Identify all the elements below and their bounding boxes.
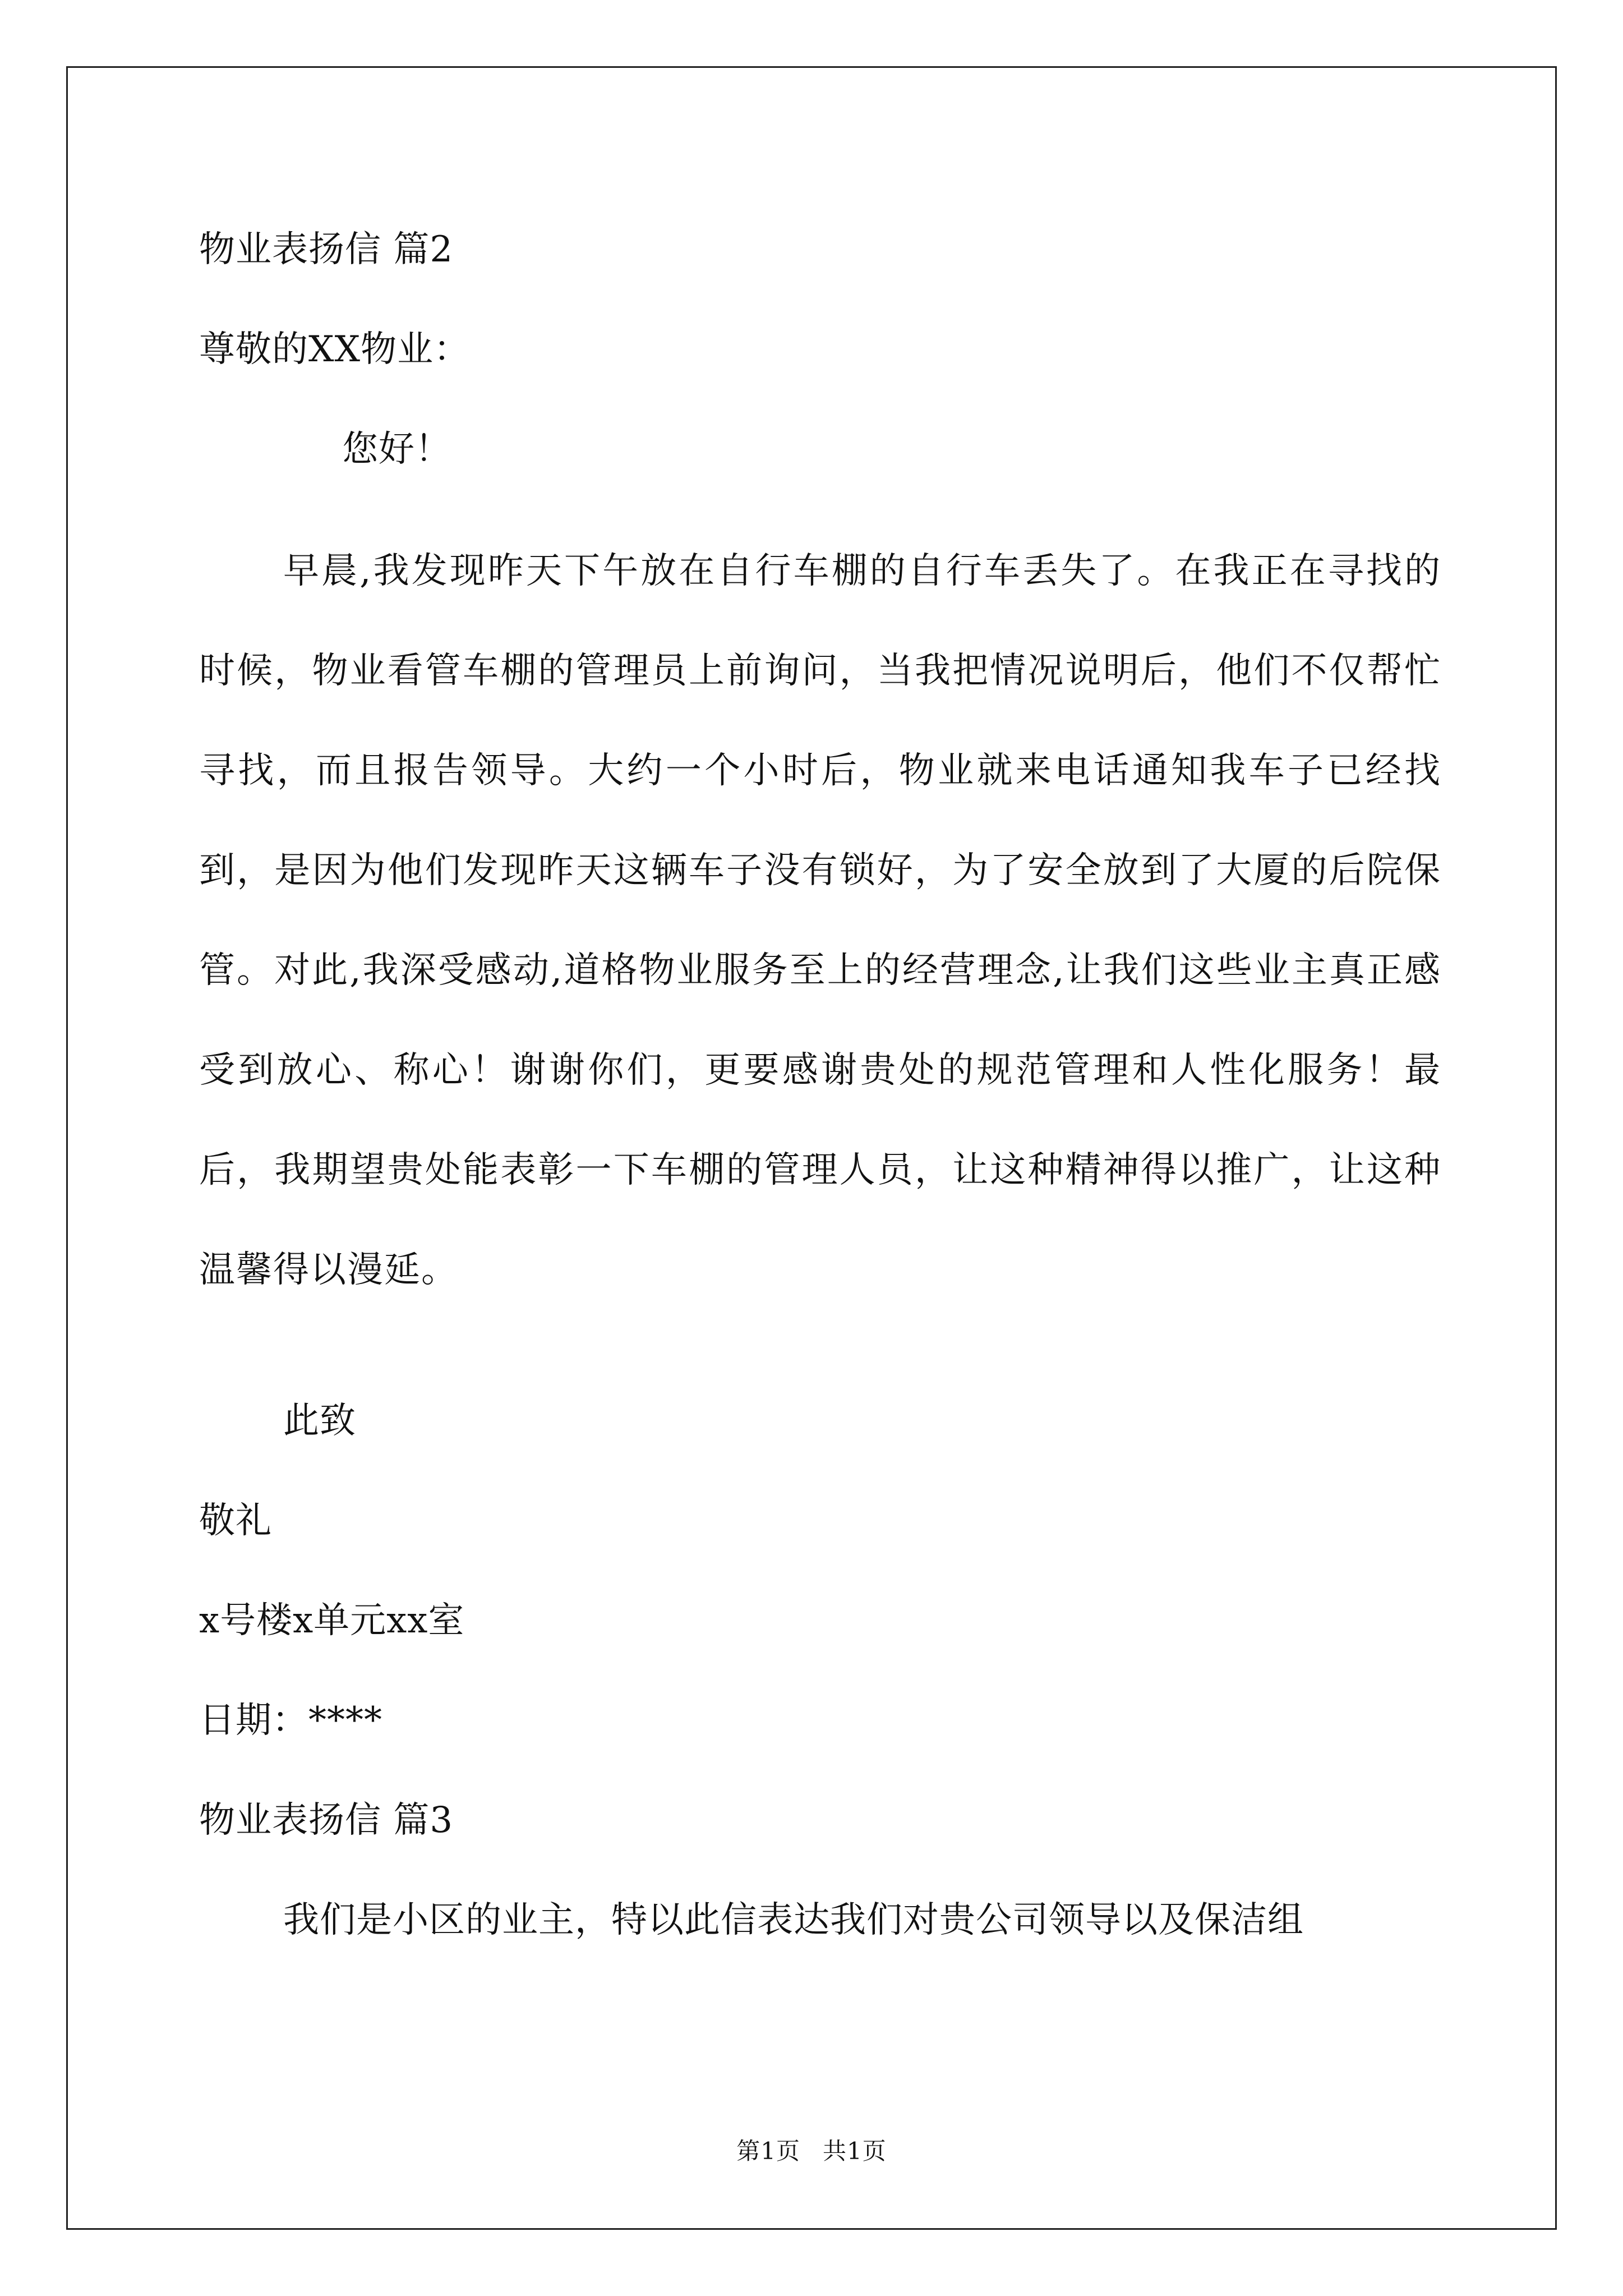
total-pages: 共1页 [823,2137,887,2165]
letter-body-paragraph: 早晨,我发现昨天下午放在自行车棚的自行车丢失了。在我正在寻找的时候，物业看管车棚的管理员上前询问，当我把情况说明后，他们不仅帮忙寻找，而且报告领导。大约一个小时后，物业就来电话通知我车子已经找到，是因为他们发现昨天这辆车子没有锁好，为了安全放到了大厦的后院保管。对此,我深受感动,道格物业服务至上的经营理念,让我们这些业主真正感受到放心、称心！谢谢你们，更要感谢贵处的规范管理和人性化服务！最后，我期望贵处能表彰一下车棚的管理人员，让这种精神得以推广，让这种温馨得以漫延。 [199,550,1441,1291]
letter-salutation: 尊敬的XX物业： [199,329,471,370]
page-footer [0,2134,1623,2168]
letter-paragraph-3: 我们是小区的业主，特以此信表达我们对贵公司领导以及保洁组 [283,1899,1304,1941]
letter-greeting: 您好！ [342,429,451,470]
letter-heading-3: 物业表扬信 篇3 [199,1800,454,1841]
page-number: 第1页 [736,2137,800,2165]
letter-sender: x号楼x单元xx室 [199,1600,465,1641]
letter-closing-2: 敬礼 [199,1500,272,1542]
letter-date: 日期：**** [199,1700,382,1741]
letter-closing-1: 此致 [283,1400,356,1442]
letter-heading-2: 物业表扬信 篇2 [199,229,454,270]
